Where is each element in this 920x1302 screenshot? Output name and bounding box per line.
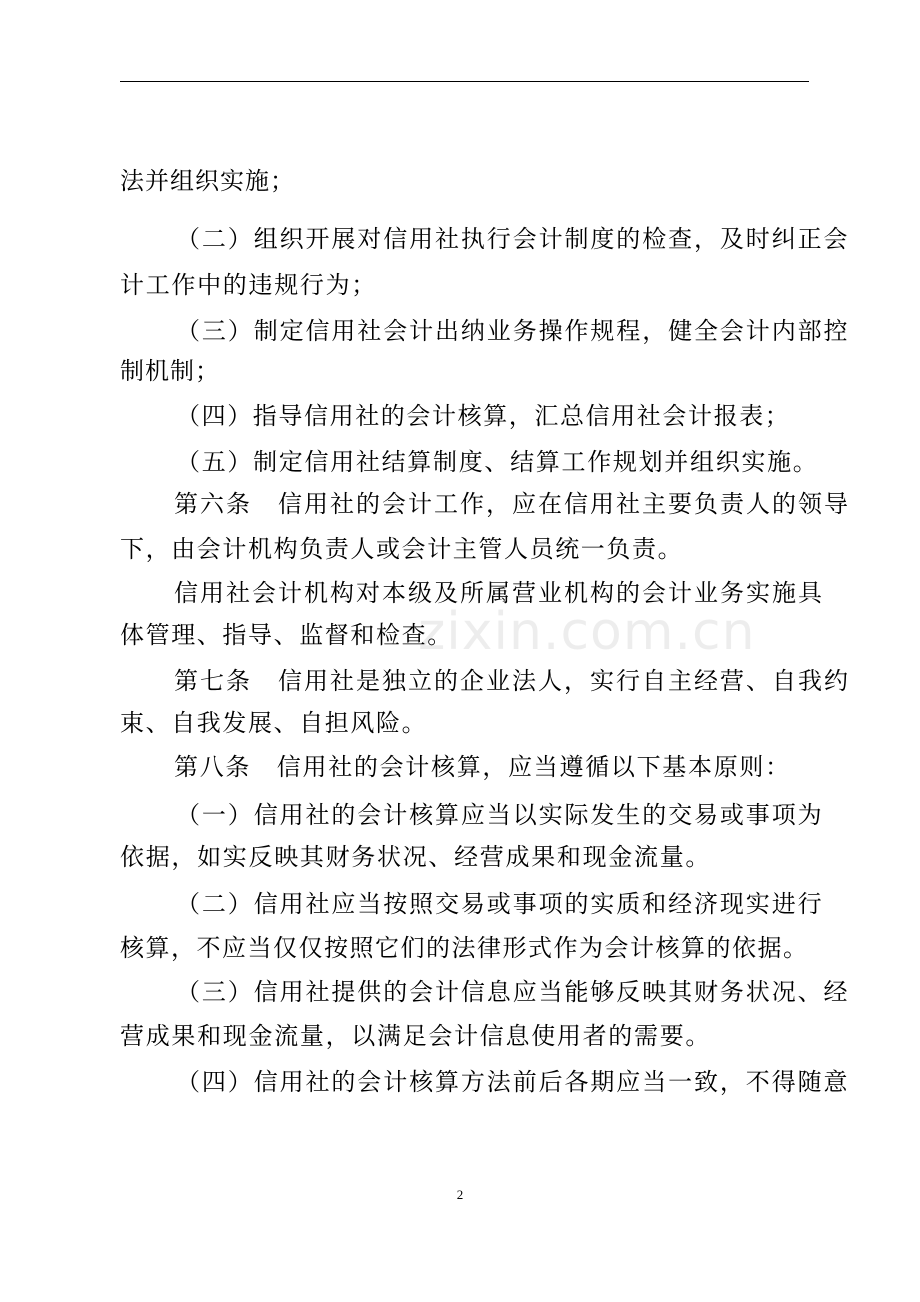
text-line: （二）组织开展对信用社执行会计制度的检查，及时纠正会 (176, 225, 850, 253)
text-line: （四）信用社的会计核算方法前后各期应当一致，不得随意 (176, 1068, 850, 1096)
text-line: 第七条 信用社是独立的企业法人，实行自主经营、自我约 (174, 667, 850, 695)
text-line: 营成果和现金流量，以满足会计信息使用者的需要。 (120, 1022, 712, 1050)
watermark: zixin.com.cn (418, 602, 756, 662)
text-line: 第六条 信用社的会计工作，应在信用社主要负责人的领导 (174, 490, 850, 518)
text-line: （一）信用社的会计核算应当以实际发生的交易或事项为 (176, 801, 824, 829)
text-line: 信用社会计机构对本级及所属营业机构的会计业务实施具 (174, 579, 824, 607)
text-line: （五）制定信用社结算制度、结算工作规划并组织实施。 (176, 448, 819, 476)
text-line: （三）信用社提供的会计信息应当能够反映其财务状况、经 (176, 978, 850, 1006)
text-line: 依据，如实反映其财务状况、经营成果和现金流量。 (120, 843, 712, 871)
text-line: 体管理、指导、监督和检查。 (120, 621, 453, 649)
text-line: 下，由会计机构负责人或会计主管人员统一负责。 (120, 535, 684, 563)
text-line: （二）信用社应当按照交易或事项的实质和经济现实进行 (176, 890, 824, 918)
text-line: 法并组织实施； (120, 167, 295, 195)
header-rule (120, 81, 809, 82)
page-number: 2 (456, 1187, 464, 1202)
text-line: （四）指导信用社的会计核算，汇总信用社会计报表； (176, 402, 791, 430)
text-line: 制机制； (120, 357, 220, 385)
text-line: 束、自我发展、自担风险。 (120, 709, 428, 737)
text-line: 第八条 信用社的会计核算，应当遵循以下基本原则： (174, 753, 791, 781)
text-line: （三）制定信用社会计出纳业务操作规程，健全会计内部控 (176, 317, 850, 345)
text-line: 计工作中的违规行为； (120, 271, 377, 299)
text-line: 核算，不应当仅仅按照它们的法律形式作为会计核算的依据。 (120, 934, 809, 962)
